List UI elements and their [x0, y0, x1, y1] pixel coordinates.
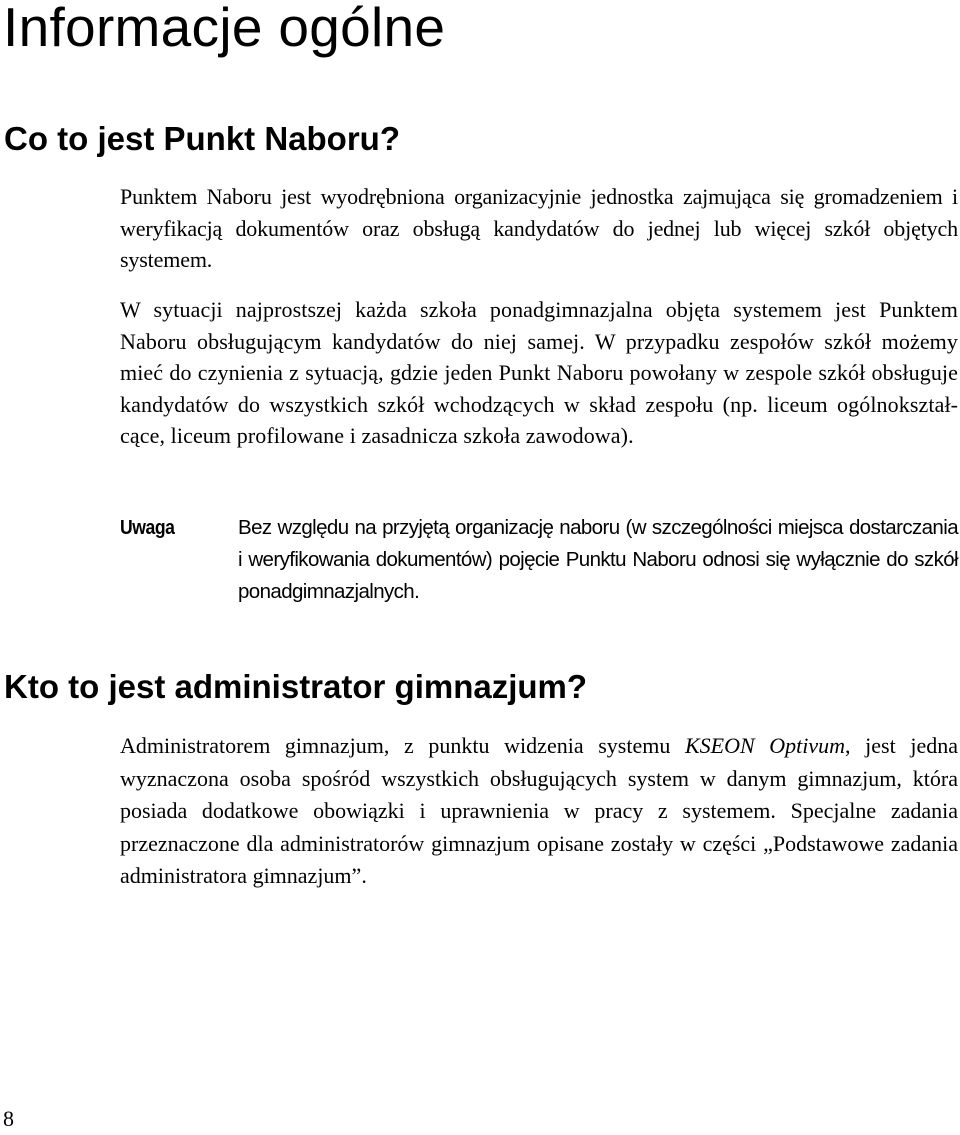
- section-heading-administrator: Kto to jest administrator gimnazjum?: [4, 668, 588, 705]
- section-heading-punkt-naboru: Co to jest Punkt Naboru?: [4, 120, 400, 157]
- note-text: Bez względu na przyjętą organizację naboru (w szczególności miejsca dostarczania i weryfikowania dokumentów) pojęcie Punktu Naboru odnosi się wyłącznie do szkół ponadgimnazjalnych.: [238, 516, 958, 603]
- administrator-text-start: Administratorem gimnazjum, z punktu widzenia systemu: [120, 733, 685, 758]
- page-number: 8: [3, 1106, 14, 1131]
- administrator-text-end: , jest jedna wyznaczona osoba spośród wszystkich obsługujących system w danym gimnazjum, która posiada dodatkowe obowiązki i uprawnienia w pracy z systemem. Specjalne zadania przeznaczone dla administratorów gimnazjum opisane zostały w części „Podstawowe zadania administratora gimnazjum”.: [120, 733, 958, 888]
- note-label: Uwaga: [120, 517, 175, 539]
- paragraph-punkt-naboru-definition: Punktem Naboru jest wyodrębniona organizacyjnie jednostka zajmująca się gromadzeniem i weryfikacją dokumentów oraz obsługą kandydatów do jednej lub więcej szkół objętych systemem.: [120, 184, 958, 272]
- page-title: Informacje ogólne: [3, 0, 446, 58]
- system-name: KSEON Optivum: [684, 733, 846, 758]
- paragraph-punkt-naboru-details: W sytuacji najprostszej każda szkoła ponadgimnazjalna objęta systemem jest Punktem Naboru obsługującym kandydatów do niej samej. W przypadku zespołów szkół możemy mieć do czynienia z sytuacją, gdzie jeden Punkt Naboru powołany w zespole szkół obsługuje kandydatów do wszystkich szkół wchodzących w skład zespołu (np. liceum ogólnokształcące, liceum profilowane i zasadnicza szkoła zawodowa).: [120, 297, 958, 448]
- paragraph-administrator: [120, 730, 958, 893]
